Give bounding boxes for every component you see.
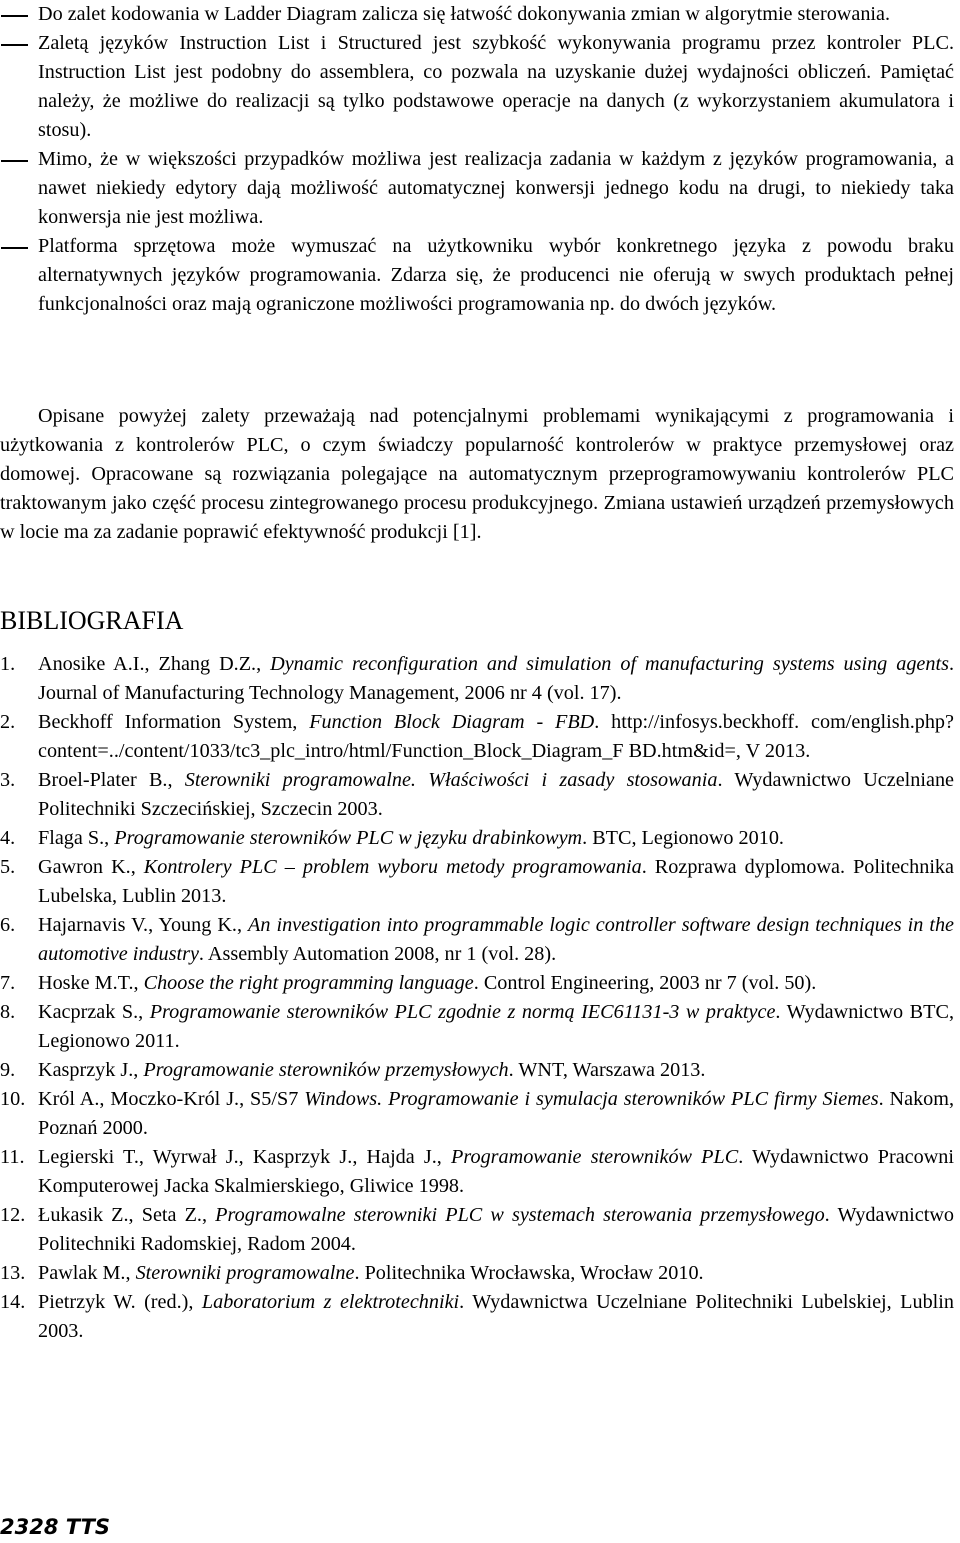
page-footer: 2328 TTS xyxy=(0,1515,111,1539)
reference-title: Programowanie sterowników przemysłowych xyxy=(143,1059,509,1081)
reference-item xyxy=(0,824,954,853)
reference-number: 8. xyxy=(0,1001,16,1023)
reference-item xyxy=(0,1201,954,1259)
reference-number: 3. xyxy=(0,769,16,791)
reference-number: 5. xyxy=(0,856,16,878)
advantages-list xyxy=(0,0,960,319)
reference-number: 13. xyxy=(0,1262,26,1284)
reference-details: . Journal of Manufacturing Technology Management, 2006 nr 4 (vol. 17). xyxy=(38,653,954,704)
reference-title: Function Block Diagram - FBD xyxy=(309,711,595,733)
reference-details: . Nakom, Poznań 2000. xyxy=(38,1088,955,1139)
reference-title: Dynamic reconfiguration and simulation of manufacturing systems using agents xyxy=(270,653,949,675)
reference-authors: Flaga S., xyxy=(38,827,115,849)
reference-number: 10. xyxy=(0,1088,26,1110)
reference-item xyxy=(0,1143,954,1201)
list-item-text: Do zalet kodowania w Ladder Diagram zalicza się łatwość dokonywania zmian w algorytmie sterowania. xyxy=(38,3,891,25)
reference-item xyxy=(0,1085,954,1143)
reference-item xyxy=(0,1288,954,1346)
reference-title: Windows. Programowanie i symulacja sterowników PLC firmy Siemes xyxy=(304,1088,879,1110)
reference-item xyxy=(0,650,954,708)
reference-authors: Kasprzyk J., xyxy=(38,1059,144,1081)
reference-details: . BTC, Legionowo 2010. xyxy=(582,827,784,849)
reference-authors: Hajarnavis V., Young K., xyxy=(38,914,249,936)
list-item xyxy=(0,0,954,29)
reference-title: Choose the right programming language xyxy=(143,972,474,994)
reference-authors: Anosike A.I., Zhang D.Z., xyxy=(38,653,271,675)
reference-list xyxy=(0,650,960,1346)
reference-title: Programowalne sterowniki PLC w systemach sterowania przemysłowego xyxy=(215,1204,825,1226)
reference-authors: Beckhoff Information System, xyxy=(38,711,310,733)
reference-details: . Wydawnictwa Uczelniane Politechniki Lubelskiej, Lublin 2003. xyxy=(38,1291,954,1342)
reference-number: 6. xyxy=(0,914,16,936)
summary-paragraph: Opisane powyżej zalety przeważają nad potencjalnymi problemami wynikającymi z programowania i użytkowania z kontrolerów PLC, o czym świadczy popularność kontrolerów w praktyce przemysłowej oraz domowej. Opracowane są rozwiązania polegające na automatycznym przeprogramowywaniu kontrolerów PLC traktowanym jako część procesu zintegrowanego procesu produkcyjnego. Zmiana ustawień urządzeń przemysłowych w locie ma za zadanie poprawić efektywność produkcji [1]. xyxy=(0,405,954,543)
reference-item xyxy=(0,708,954,766)
reference-number: 2. xyxy=(0,711,16,733)
reference-details: . Wydawnictwo Pracowni Komputerowej Jacka Skalmierskiego, Gliwice 1998. xyxy=(38,1146,954,1197)
list-item-text: Zaletą języków Instruction List i Structured jest szybkość wykonywania programu przez kontroler PLC. Instruction List jest podobny do assemblera, co pozwala na uzyskanie dużej wydajności obliczeń. Pamiętać należy, że możliwe do realizacji są tylko podstawowe operacje na danych (z wykorzystaniem akumulatora i stosu). xyxy=(38,32,954,141)
reference-authors: Król A., Moczko-Król J., S5/S7 xyxy=(38,1088,305,1110)
reference-number: 4. xyxy=(0,827,16,849)
reference-item xyxy=(0,1056,954,1085)
reference-number: 1. xyxy=(0,653,16,675)
reference-authors: Legierski T., Wyrwał J., Kasprzyk J., Hajda J., xyxy=(38,1146,452,1168)
reference-number: 11. xyxy=(0,1146,25,1168)
reference-number: 7. xyxy=(0,972,16,994)
reference-details: . WNT, Warszawa 2013. xyxy=(508,1059,706,1081)
reference-number: 14. xyxy=(0,1291,26,1313)
reference-details: . Politechnika Wrocławska, Wrocław 2010. xyxy=(354,1262,704,1284)
reference-item xyxy=(0,969,954,998)
reference-number: 9. xyxy=(0,1059,16,1081)
reference-details: . Rozprawa dyplomowa. Politechnika Lubelska, Lublin 2013. xyxy=(38,856,954,907)
reference-title: Programowanie sterowników PLC zgodnie z normą IEC61131-3 w praktyce xyxy=(149,1001,776,1023)
reference-details: . http://infosys.beckhoff. com/english.php?content=../content/1033/tc3_plc_intro/html/Function_Block_Diagram_F BD.htm&id=, V 2013. xyxy=(38,711,954,762)
reference-title: Sterowniki programowalne. Właściwości i zasady stosowania xyxy=(184,769,718,791)
reference-authors: Pietrzyk W. (red.), xyxy=(38,1291,202,1313)
list-item xyxy=(0,29,954,145)
reference-number: 12. xyxy=(0,1204,26,1226)
reference-authors: Gawron K., xyxy=(38,856,144,878)
reference-item xyxy=(0,998,954,1056)
reference-details: . Wydawnictwo BTC, Legionowo 2011. xyxy=(38,1001,954,1052)
list-item-text: Mimo, że w większości przypadków możliwa jest realizacja zadania w każdym z języków programowania, a nawet niekiedy edytory dają możliwość automatycznej konwersji jednego kodu na drugi, to niekiedy taka konwersja nie jest możliwa. xyxy=(38,148,954,228)
reference-details: . Wydawnictwo Uczelniane Politechniki Szczecińskiej, Szczecin 2003. xyxy=(38,769,954,820)
reference-authors: Łukasik Z., Seta Z., xyxy=(38,1204,216,1226)
reference-title: Sterowniki programowalne xyxy=(135,1262,355,1284)
reference-title: An investigation into programmable logic controller software design techniques in the automotive industry xyxy=(38,914,954,965)
reference-item xyxy=(0,853,954,911)
reference-item xyxy=(0,766,954,824)
reference-authors: Kacprzak S., xyxy=(38,1001,150,1023)
list-item-text: Platforma sprzętowa może wymuszać na użytkowniku wybór konkretnego języka z powodu braku alternatywnych języków programowania. Zdarza się, że producenci nie oferują w swych produktach pełnej funkcjonalności oraz mają ograniczone możliwości programowania np. do dwóch języków. xyxy=(38,235,954,315)
reference-item xyxy=(0,911,954,969)
reference-title: Laboratorium z elektrotechniki xyxy=(201,1291,460,1313)
reference-details: . Wydawnictwo Politechniki Radomskiej, Radom 2004. xyxy=(38,1204,954,1255)
reference-details: . Assembly Automation 2008, nr 1 (vol. 28). xyxy=(198,943,557,965)
bibliography-heading: BIBLIOGRAFIA xyxy=(0,606,184,635)
list-item xyxy=(0,145,954,232)
reference-item xyxy=(0,1259,954,1288)
reference-title: Programowanie sterowników PLC w języku drabinkowym xyxy=(114,827,583,849)
reference-title: Kontrolery PLC – problem wyboru metody programowania xyxy=(143,856,642,878)
reference-title: Programowanie sterowników PLC xyxy=(451,1146,739,1168)
list-item xyxy=(0,232,954,319)
reference-details: . Control Engineering, 2003 nr 7 (vol. 50). xyxy=(473,972,817,994)
reference-authors: Broel-Plater B., xyxy=(38,769,185,791)
reference-authors: Hoske M.T., xyxy=(38,972,144,994)
reference-authors: Pawlak M., xyxy=(38,1262,136,1284)
